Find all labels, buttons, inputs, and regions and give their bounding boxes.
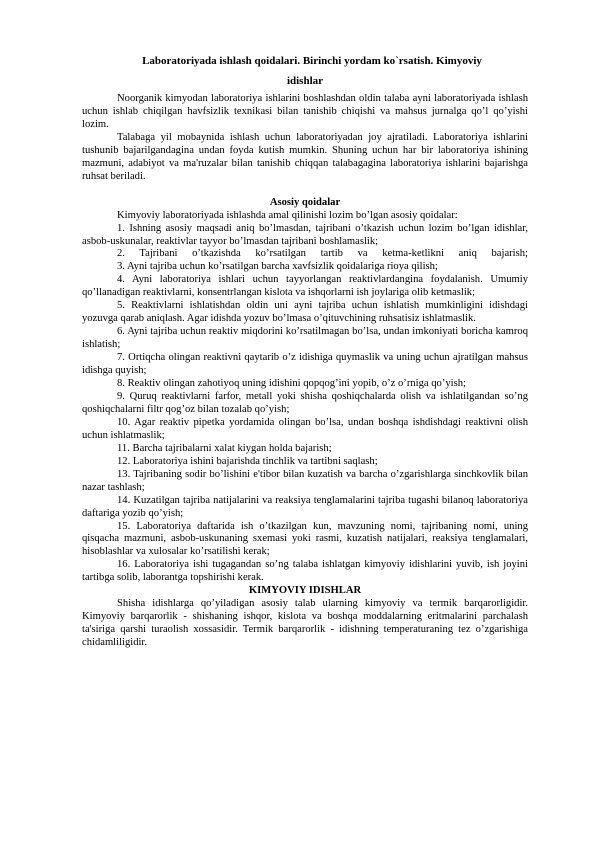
rule-item: 11. Barcha tajribalarni xalat kiygan holda bajarish; [117,442,332,454]
rule-item: 16. Laboratoriya ishi tugagandan so’ng talaba ishlatgan kimyoviy idishlarini yuvib, ish joyini tartibga solib, laborantga topshirishi kerak. [82,559,528,584]
rule-item: 12. Laboratoriya ishini bajarishda tinchlik va tartibni saqlash; [117,455,378,467]
intro-paragraph-2: Talabaga yil mobaynida ishlash uchun laboratoriyadan joy ajratiladi. Laboratoriya ishlarini tushunib bajarilgandagina undan foyda kutish mumkin. Shuning uchun har bir laboratoriya ishining mazmuni, adabiyot va ma'ruzalar bilan tanishib chiqqan talabagagina laboratoriya ishlarini bajarishga ruhsat beriladi. [82,131,528,182]
rules-intro: Kimyoviy laboratoriyada ishlashda amal qilinishi lozim bo’lgan asosiy qoidalar: [117,209,458,221]
rule-item: 6. Ayni tajriba uchun reaktiv miqdorini ko’rsatilmagan bo’lsa, undan imkoniyati boricha kamroq ishlatish; [82,326,528,351]
rule-item: 9. Quruq reaktivlarni farfor, metall yoki shisha qoshiqchalarda olish va ishlatilgandan so’ng qoshiqchalarni filtr qog’oz bilan tozalab qo’yish; [82,390,528,415]
document-title [82,51,528,91]
document-page [82,51,528,650]
rule-item: 1. Ishning asosiy maqsadi aniq bo’lmasdan, tajribani o’tkazish uchun lozim bo’lgan idishlar, asbob-uskunalar, reaktivlar tayyor bo’lmasdan tajribani boshlamaslik; [82,222,528,247]
vessels-heading: KIMYOVIY IDISHLAR [248,585,362,597]
title-line-2: idishlar [286,75,324,87]
rule-item: 2. Tajribani o’tkazishda ko’rsatilgan tartib va ketma-ketlikni aniq bajarish; [117,248,528,260]
rule-item: 13. Tajribaning sodir bo’lishini e'tibor bilan kuzatish va barcha o’zgarishlarga sinchkovlik bilan nazar tashlash; [82,468,528,493]
title-line-1: Laboratoriyada ishlash qoidalari. Birinchi yordam ko`rsatish. Kimyoviy [142,55,482,67]
vessels-paragraph: Shisha idishlarga qo’yiladigan asosiy talab ularning kimyoviy va termik barqarorligidir. Kimyoviy barqarorlik - shishaning ishqor, kislota va boshqa moddalarning eritmalarini parchalash ta'siriga qarshi turaolish xossasidir. Termik barqarorlik - idishning temperaturaning tez o’zgarishiga chidamliligidir. [82,598,528,649]
rule-item: 4. Ayni laboratoriya ishlari uchun tayyorlangan reaktivlardangina foydalanish. Umumiy qo’llanadigan reaktivlarni, konsentrlangan kislota va ishqorlarni ish joylariga olib ketmaslik; [82,274,528,299]
rule-item: 14. Kuzatilgan tajriba natijalarini va reaksiya tenglamalarini tajriba tugashi bilanoq laboratoriya daftariga yozib qo’yish; [82,494,528,519]
rule-item: 7. Ortiqcha olingan reaktivni qaytarib o’z idishiga quymaslik va uning uchun ajratilgan mahsus idishga quyish; [82,352,528,377]
rule-item: 3. Ayni tajriba uchun ko’rsatilgan barcha xavfsizlik qoidalariga rioya qilish; [117,261,438,273]
intro-paragraph-1: Noorganik kimyodan laboratoriya ishlarini boshlashdan oldin talaba ayni laboratoriyada ishlash uchun ishlab chiqilgan havfsizlik texnikasi bilan tanishib chiqishi va mahsus jurnalga qo’l qo’yishi lozim. [82,93,528,130]
rule-item: 15. Laboratoriya daftarida ish o’tkazilgan kun, mavzuning nomi, tajribaning nomi, uning qisqacha mazmuni, asbob-uskunaning sxemasi yoki rasmi, kuzatish natijalari, reaksiya tenglamalari, hisoblashlar va xulosalar ko’rsatilishi kerak; [82,520,528,558]
rules-heading: Asosiy qoidalar [269,196,341,208]
rule-item: 10. Agar reaktiv pipetka yordamida olingan bo’lsa, undan boshqa ishdishdagi reaktivni olish uchun ishlatmaslik; [82,416,528,441]
rule-item: 8. Reaktiv olingan zahotiyoq uning idishini qopqog’ini yopib, o’z o’rniga qo’yish; [117,378,466,390]
rule-item: 5. Reaktivlarni ishlatishdan oldin uni ayni tajriba uchun ishlatish mumkinligini idishdagi yozuvga qarab aniqlash. Agar idishda yozuv bo’lmasa o’qituvchining ruhsatisiz ishlatmaslik. [82,300,528,325]
